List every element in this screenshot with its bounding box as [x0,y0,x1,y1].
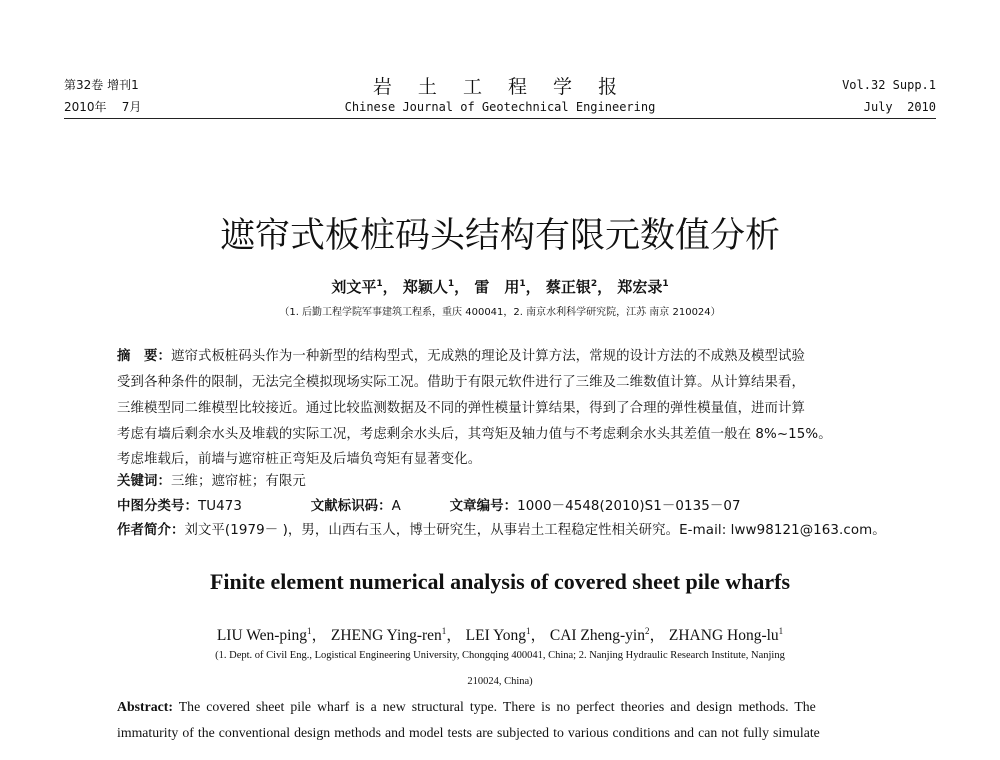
clc-value: TU473 [197,499,242,514]
keywords-label: 关键词： [117,474,171,489]
volume-cn: 第32卷 增刊1 [64,78,139,92]
author: LIU Wen-ping [216,627,307,644]
affiliations-en-line2: 210024, China) [467,676,533,687]
author: 雷 用 [474,278,520,296]
aff-mark: 1 [519,279,526,289]
aff-mark: 1 [376,279,383,289]
aff-mark: 2 [645,625,650,636]
author: ZHANG Hong-lu [668,627,779,644]
paper-title-cn: 遮帘式板桩码头结构有限元数值分析 [219,216,780,256]
doc-code-value: A [391,499,401,514]
article-no-label: 文章编号： [449,499,518,514]
bio-label: 作者简介： [117,523,185,538]
doc-code-label: 文献标识码： [310,499,392,514]
clc-label: 中图分类号： [117,499,198,514]
aff-mark: 1 [662,279,669,289]
date-en: July 2010 [863,100,936,114]
author: 郑颖人 [402,278,448,296]
journal-title-en: Chinese Journal of Geotechnical Engineering [344,100,656,114]
affiliations-en-line1: (1. Dept. of Civil Eng., Logistical Engineering University, Chongqing 400041, China; 2. Nanjing Hydraulic Research Institute, Nanjing [215,650,785,661]
author: 郑宏录 [617,278,663,296]
aff-mark: 2 [590,279,598,289]
abstract-label: Abstract: [117,699,173,714]
affiliations-cn: （1. 后勤工程学院军事建筑工程系，重庆 400041，2. 南京水利科学研究院，江苏 南京 210024） [279,307,721,318]
author: 刘文平 [331,278,377,296]
abstract-line: 考虑堆载后，前墙与遮帘桩正弯矩及后墙负弯矩有显著变化。 [117,452,482,467]
abstract-line: 考虑有墙后剩余水头及堆载的实际工况，考虑剩余水头后，其弯矩及轴力值与不考虑剩余水头其差值一般在 8%~15%。 [117,427,832,442]
aff-mark: 1 [441,625,447,636]
abstract-line: The covered sheet pile wharf is a new structural type. There is no perfect theories and design methods. The [178,699,816,714]
aff-mark: 1 [447,279,455,289]
authors-cn: 刘文平$^1$， 郑颖人$^1$， 雷 用$^1$， 蔡正银$^2$， 郑宏录$^1$ [331,278,669,296]
abstract-line: immaturity of the conventional design methods and model tests are subjected to various conditions and can not fully simulate [117,725,820,740]
keywords: 三维；遮帘桩；有限元 [170,474,306,489]
abstract-line: 遮帘式板桩码头作为一种新型的结构型式，无成熟的理论及计算方法，常规的设计方法的不成熟及模型试验 [170,349,806,364]
date-cn: 2010年 7月 [64,100,142,114]
abstract-line: 三维模型同二维模型比较接近。通过比较监测数据及不同的弹性模量计算结果，得到了合理的弹性模量值，进而计算 [117,401,806,416]
aff-mark: 1 [778,625,784,636]
article-no-value: 1000－4548(2010)S1－0135－07 [517,499,741,514]
abstract-line: 受到各种条件的限制，无法完全模拟现场实际工况。借助于有限元软件进行了三维及二维数值计算。从计算结果看， [117,375,806,390]
paper-title-en: Finite element numerical analysis of covered sheet pile wharfs [209,569,791,594]
abstract-label: 摘 要： [117,349,171,364]
journal-title-cn: 岩 土 工 程 学 报 [372,76,628,98]
author: CAI Zheng-yin [549,627,645,644]
author: LEI Yong [465,627,526,644]
author: ZHENG Ying-ren [330,627,442,644]
authors-en: LIU Wen-ping$^1$， ZHENG Ying-ren$^1$， LEI Yong$^1$， CAI Zheng-yin$^2$， ZHANG Hong-$lu^1$ [216,625,784,644]
aff-mark: 1 [525,625,531,636]
volume-en: Vol.32 Supp.1 [842,78,936,92]
author: 蔡正银 [545,278,591,296]
header-rule [64,118,936,119]
aff-mark: 1 [306,625,312,636]
author-bio: 刘文平(1979－ )，男，山西右玉人，博士研究生，从事岩土工程稳定性相关研究。E-mail: lww98121@163.com。 [184,523,886,538]
